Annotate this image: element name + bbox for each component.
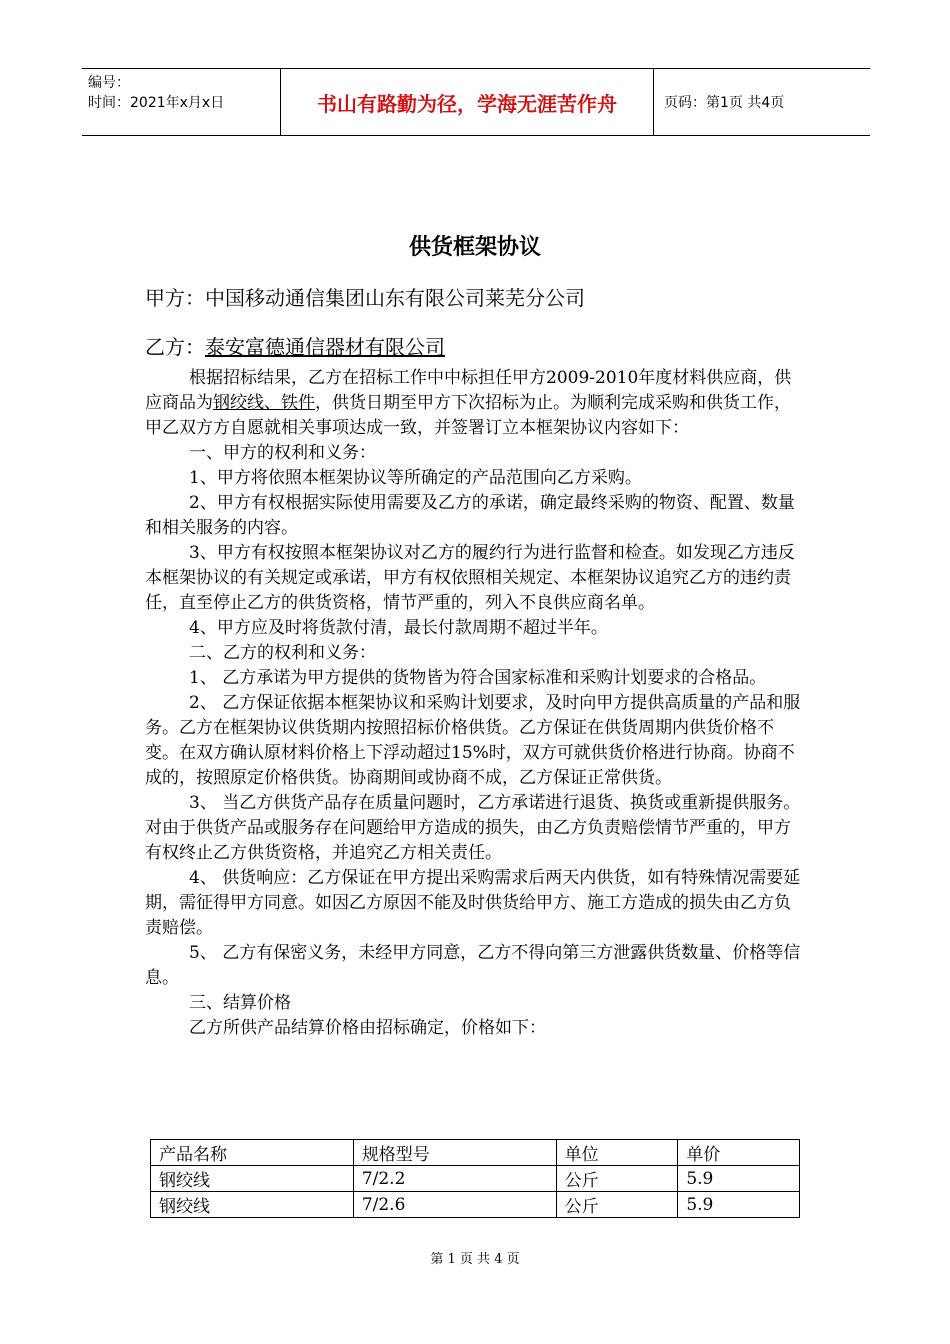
party-a-name: 中国移动通信集团山东有限公司莱芜分公司 [205, 286, 585, 310]
party-b-name: 泰安富德通信器材有限公司 [205, 335, 445, 359]
section-2-item-1: 1、 乙方承诺为甲方提供的货物皆为符合国家标准和采购计划要求的合格品。 [189, 668, 767, 688]
page-header [82, 68, 870, 136]
table-header-cell: 单位 [556, 1140, 678, 1166]
party-a [145, 282, 585, 311]
header-motto-cell [280, 69, 654, 135]
price-table [150, 1139, 800, 1218]
section-2-item-3: 3、 当乙方供货产品存在质量问题时，乙方承诺进行退货、换货或重新提供服务。对由于供货产品或服务存在问题给甲方造成的损失，由乙方负责赔偿情节严重的，甲方有权终止乙方供货资格，并追究乙方相关责任。 [145, 793, 801, 863]
section-1-heading: 一、甲方的权利和义务： [189, 443, 376, 463]
intro-goods: 钢绞线、铁件 [213, 393, 315, 413]
table-cell: 5.9 [678, 1192, 800, 1218]
table-cell: 钢绞线 [151, 1192, 354, 1218]
agreement-body [145, 366, 805, 1041]
table-cell: 5.9 [678, 1166, 800, 1192]
header-page-info: 页码：第1页 共4页 [664, 95, 785, 111]
section-1-item-1: 1、甲方将依照本框架协议等所确定的产品范围向乙方采购。 [189, 468, 642, 488]
table-row [151, 1166, 800, 1192]
table-cell: 钢绞线 [151, 1166, 354, 1192]
document-title: 供货框架协议 [408, 235, 541, 260]
section-2-item-2: 2、 乙方保证依据本框架协议和采购计划要求，及时向甲方提供高质量的产品和服务。乙方在框架协议供货期内按照招标价格供货。乙方保证在供货周期内供货价格不变。在双方确认原材料价格上下浮动超过15%时，双方可就供货价格进行协商。协商不成的，按照原定价格供货。协商期间或协商不成，乙方保证正常供货。 [145, 693, 801, 788]
table-cell: 公斤 [556, 1192, 678, 1218]
header-meta [82, 69, 280, 135]
table-cell: 公斤 [556, 1166, 678, 1192]
table-header-row [151, 1140, 800, 1166]
intro-text-1: 根据招标结果，乙方在招标工作中中标担任甲方2009-2010年度材料供应商，供应商品为 [145, 368, 792, 413]
section-2-item-5: 5、 乙方有保密义务，未经甲方同意，乙方不得向第三方泄露供货数量、价格等信息。 [145, 943, 801, 988]
table-header-cell: 单价 [678, 1140, 800, 1166]
document-number-label: 编号： [88, 75, 130, 91]
table-cell: 7/2.6 [353, 1192, 556, 1218]
section-1-item-3: 3、甲方有权按照本框架协议对乙方的履约行为进行监督和检查。如发现乙方违反本框架协议的有关规定或承诺，甲方有权依照相关规定、本框架协议追究乙方的违约责任，直至停止乙方的供货资格，情节严重的，列入不良供应商名单。 [145, 543, 795, 613]
table-header-cell: 规格型号 [353, 1140, 556, 1166]
document-date: 时间：2021年x月x日 [88, 95, 225, 111]
header-motto: 书山有路勤为径，学海无涯苦作舟 [317, 91, 617, 116]
intro-text-2: ，供货日期至甲方下次招标为止。为顺利完成采购和供货工作，甲乙双方方自愿就相关事项达成一致，并签署订立本框架协议内容如下： [145, 393, 791, 438]
section-1-item-2: 2、甲方有权根据实际使用需要及乙方的承诺，确定最终采购的物资、配置、数量和相关服务的内容。 [145, 493, 795, 538]
section-1-item-4: 4、甲方应及时将货款付清，最长付款周期不超过半年。 [189, 618, 608, 638]
section-2-heading: 二、乙方的权利和义务： [189, 643, 376, 663]
table-header-cell: 产品名称 [151, 1140, 354, 1166]
table-cell: 7/2.2 [353, 1166, 556, 1192]
intro-paragraph [145, 366, 805, 441]
page-footer: 第 1 页 共 4 页 [430, 1252, 520, 1267]
party-b-label: 乙方： [145, 335, 205, 359]
table-row [151, 1192, 800, 1218]
section-2-item-4: 4、 供货响应：乙方保证在甲方提出采购需求后两天内供货，如有特殊情况需要延期，需征得甲方同意。如因乙方原因不能及时供货给甲方、施工方造成的损失由乙方负责赔偿。 [145, 868, 801, 938]
party-a-label: 甲方： [145, 286, 205, 310]
section-3-intro: 乙方所供产品结算价格由招标确定，价格如下： [189, 1018, 546, 1038]
party-b [145, 331, 445, 360]
section-3-heading: 三、结算价格 [189, 993, 291, 1013]
